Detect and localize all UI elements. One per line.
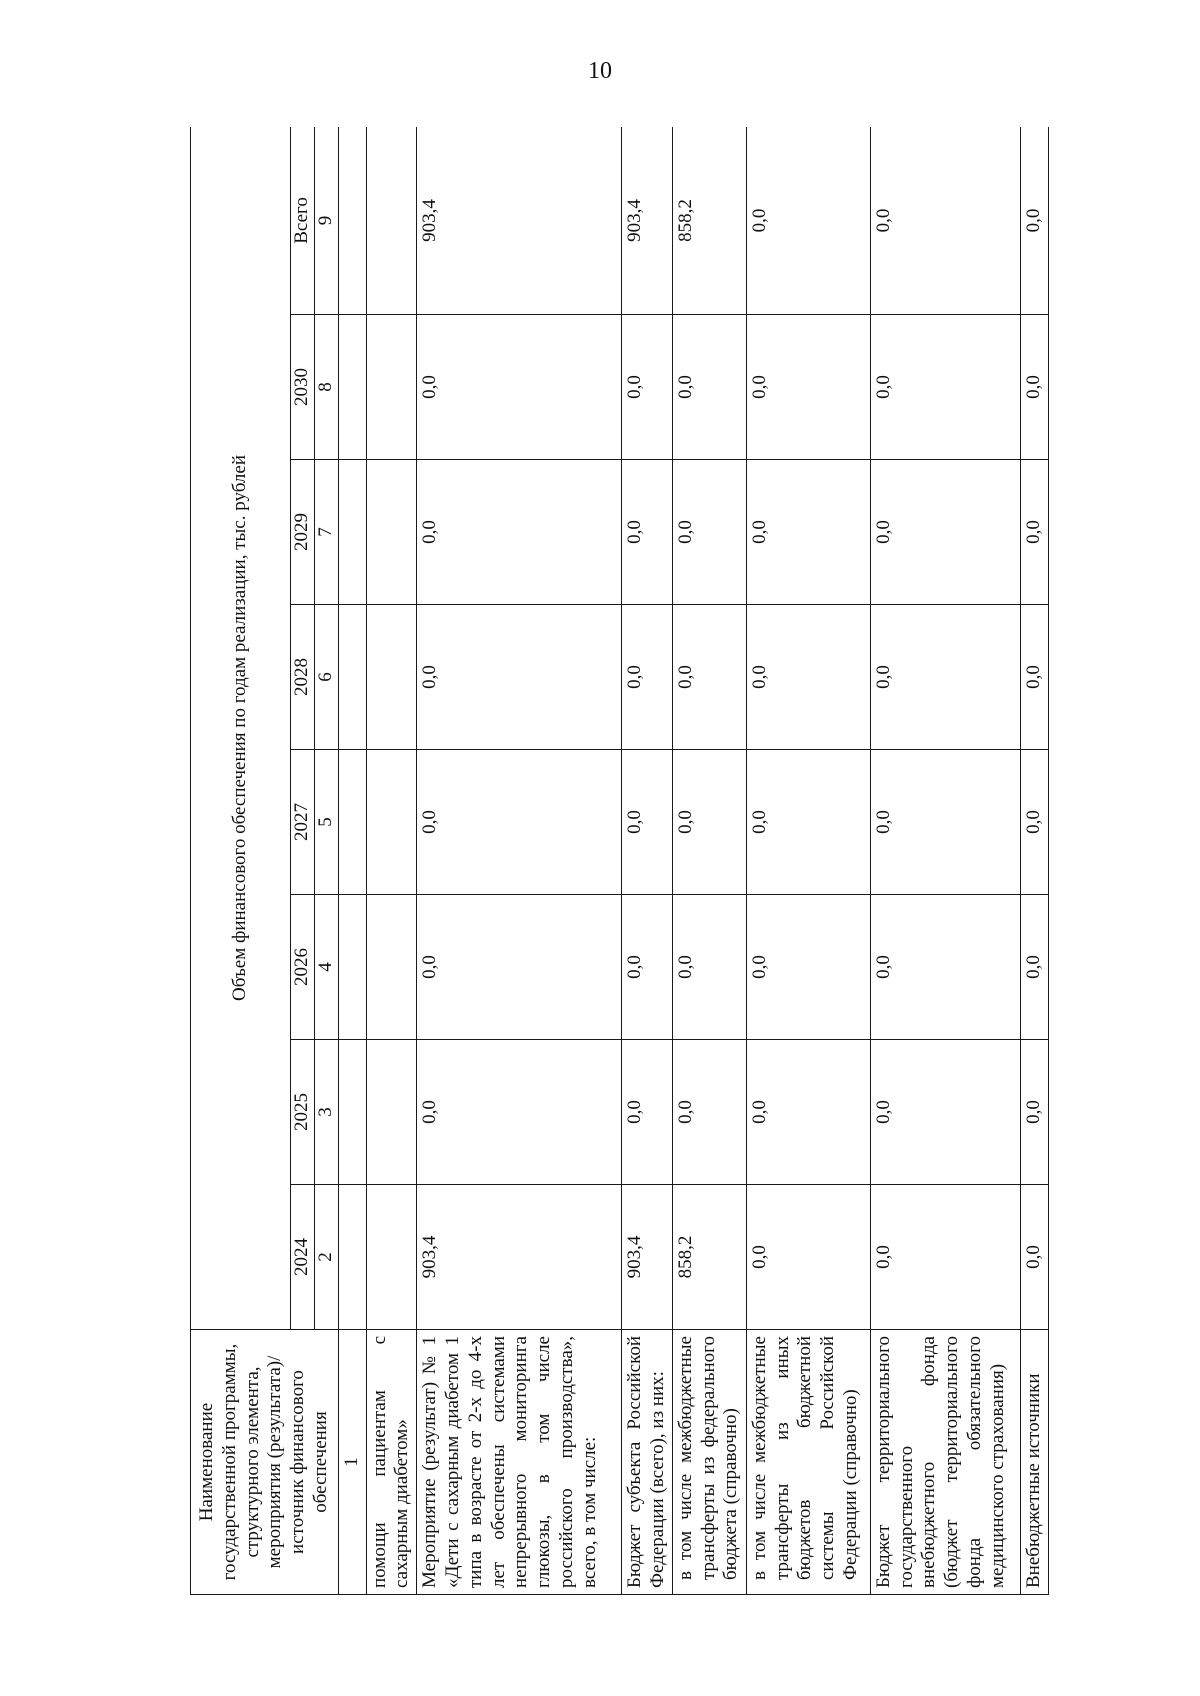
value-cell bbox=[366, 1040, 417, 1185]
header-row bbox=[191, 127, 291, 1595]
column-number-cell: 2 bbox=[315, 1185, 339, 1330]
value-cell: 903,4 bbox=[417, 127, 622, 315]
empty-cell bbox=[338, 750, 366, 895]
column-number-cell: 5 bbox=[315, 750, 339, 895]
year-header-cell: 2028 bbox=[291, 605, 315, 750]
value-cell: 0,0 bbox=[417, 1040, 622, 1185]
row-name-cell: Бюджет субъекта Российской Федерации (всего), из них: bbox=[622, 1330, 673, 1595]
value-cell: 0,0 bbox=[622, 315, 673, 460]
value-cell: 0,0 bbox=[870, 315, 1020, 460]
empty-cell bbox=[338, 1040, 366, 1185]
value-cell: 0,0 bbox=[1020, 1185, 1048, 1330]
empty-cell bbox=[338, 1185, 366, 1330]
value-cell: 0,0 bbox=[672, 315, 746, 460]
page-number: 10 bbox=[588, 58, 612, 84]
value-cell bbox=[366, 127, 417, 315]
column-number-row-first bbox=[338, 127, 366, 1595]
value-cell: 0,0 bbox=[870, 1185, 1020, 1330]
value-cell bbox=[366, 605, 417, 750]
column-number-cell: 6 bbox=[315, 605, 339, 750]
value-cell: 0,0 bbox=[622, 460, 673, 605]
row-name-cell: Бюджет территориального государственного внебюджетного фонда (бюджет территориального фонда обязательного медицинского страхования) bbox=[870, 1330, 1020, 1595]
value-cell bbox=[366, 750, 417, 895]
table-row bbox=[672, 127, 746, 1595]
row-name-cell: в том числе межбюджетные трансферты из иных бюджетов бюджетной системы Российской Федерации (справочно) bbox=[746, 1330, 870, 1595]
table-row bbox=[1020, 127, 1048, 1595]
value-cell: 0,0 bbox=[1020, 460, 1048, 605]
empty-cell bbox=[338, 605, 366, 750]
value-cell: 0,0 bbox=[746, 895, 870, 1040]
column-number-cell: 3 bbox=[315, 1040, 339, 1185]
empty-cell bbox=[338, 460, 366, 605]
value-cell: 0,0 bbox=[746, 460, 870, 605]
year-header-cell: 2024 bbox=[291, 1185, 315, 1330]
rotated-table-wrapper bbox=[190, 127, 1085, 1595]
row-name-cell: Внебюджетные источники bbox=[1020, 1330, 1048, 1595]
rotated-table-container bbox=[190, 127, 1085, 1595]
value-cell: 0,0 bbox=[1020, 315, 1048, 460]
column-number-cell: 7 bbox=[315, 460, 339, 605]
value-cell bbox=[366, 315, 417, 460]
column-number-cell: 8 bbox=[315, 315, 339, 460]
value-cell: 0,0 bbox=[622, 750, 673, 895]
value-cell: 0,0 bbox=[1020, 750, 1048, 895]
year-header-cell: 2027 bbox=[291, 750, 315, 895]
value-cell: 0,0 bbox=[1020, 605, 1048, 750]
value-cell: 0,0 bbox=[746, 1040, 870, 1185]
value-cell: 0,0 bbox=[870, 460, 1020, 605]
value-cell: 0,0 bbox=[672, 1040, 746, 1185]
value-cell: 0,0 bbox=[417, 895, 622, 1040]
value-cell: 0,0 bbox=[746, 127, 870, 315]
value-cell bbox=[366, 460, 417, 605]
value-cell: 0,0 bbox=[1020, 127, 1048, 315]
year-header-cell: 2029 bbox=[291, 460, 315, 605]
value-cell: 0,0 bbox=[672, 750, 746, 895]
column-number-cell: 1 bbox=[338, 1330, 366, 1595]
table-row bbox=[366, 127, 417, 1595]
value-cell: 0,0 bbox=[622, 895, 673, 1040]
header-name-cell: Наименование государственной программы, структурного элемента, мероприятия (результата)/источник финансового обеспечения bbox=[191, 1330, 339, 1595]
year-header-cell: Всего bbox=[291, 127, 315, 315]
value-cell bbox=[366, 1185, 417, 1330]
value-cell: 0,0 bbox=[746, 315, 870, 460]
table-row bbox=[417, 127, 622, 1595]
value-cell: 0,0 bbox=[746, 1185, 870, 1330]
year-header-cell: 2030 bbox=[291, 315, 315, 460]
row-name-cell: помощи пациентам с сахарным диабетом» bbox=[366, 1330, 417, 1595]
value-cell: 858,2 bbox=[672, 1185, 746, 1330]
value-cell: 0,0 bbox=[672, 605, 746, 750]
row-name-cell: в том числе межбюджетные трансферты из федерального бюджета (справочно) bbox=[672, 1330, 746, 1595]
value-cell: 0,0 bbox=[1020, 895, 1048, 1040]
value-cell: 0,0 bbox=[622, 1040, 673, 1185]
value-cell: 0,0 bbox=[417, 750, 622, 895]
table-row bbox=[746, 127, 870, 1595]
value-cell: 0,0 bbox=[417, 460, 622, 605]
value-cell: 0,0 bbox=[1020, 1040, 1048, 1185]
value-cell: 903,4 bbox=[622, 1185, 673, 1330]
value-cell: 0,0 bbox=[870, 605, 1020, 750]
value-cell: 0,0 bbox=[746, 750, 870, 895]
financing-table bbox=[190, 127, 1049, 1595]
value-cell bbox=[366, 895, 417, 1040]
value-cell: 0,0 bbox=[870, 895, 1020, 1040]
value-cell: 0,0 bbox=[672, 895, 746, 1040]
value-cell: 0,0 bbox=[622, 605, 673, 750]
value-cell: 0,0 bbox=[672, 460, 746, 605]
value-cell: 0,0 bbox=[870, 750, 1020, 895]
empty-cell bbox=[338, 315, 366, 460]
empty-cell bbox=[338, 127, 366, 315]
value-cell: 903,4 bbox=[417, 1185, 622, 1330]
year-header-cell: 2026 bbox=[291, 895, 315, 1040]
value-cell: 0,0 bbox=[417, 315, 622, 460]
column-number-cell: 4 bbox=[315, 895, 339, 1040]
table-row bbox=[870, 127, 1020, 1595]
row-name-cell: Мероприятие (результат) № 1 «Дети с сахарным диабетом 1 типа в возрасте от 2-х до 4-х лет обеспечены системами непрерывного мониторинга глюкозы, в том числе российского производства», всего, в том числе: bbox=[417, 1330, 622, 1595]
value-cell: 0,0 bbox=[870, 1040, 1020, 1185]
value-cell: 0,0 bbox=[417, 605, 622, 750]
value-cell: 903,4 bbox=[622, 127, 673, 315]
table-row bbox=[622, 127, 673, 1595]
column-number-cell: 9 bbox=[315, 127, 339, 315]
value-cell: 0,0 bbox=[870, 127, 1020, 315]
header-span-cell: Объем финансового обеспечения по годам реализации, тыс. рублей bbox=[191, 127, 291, 1330]
value-cell: 858,2 bbox=[672, 127, 746, 315]
year-header-cell: 2025 bbox=[291, 1040, 315, 1185]
value-cell: 0,0 bbox=[746, 605, 870, 750]
empty-cell bbox=[338, 895, 366, 1040]
